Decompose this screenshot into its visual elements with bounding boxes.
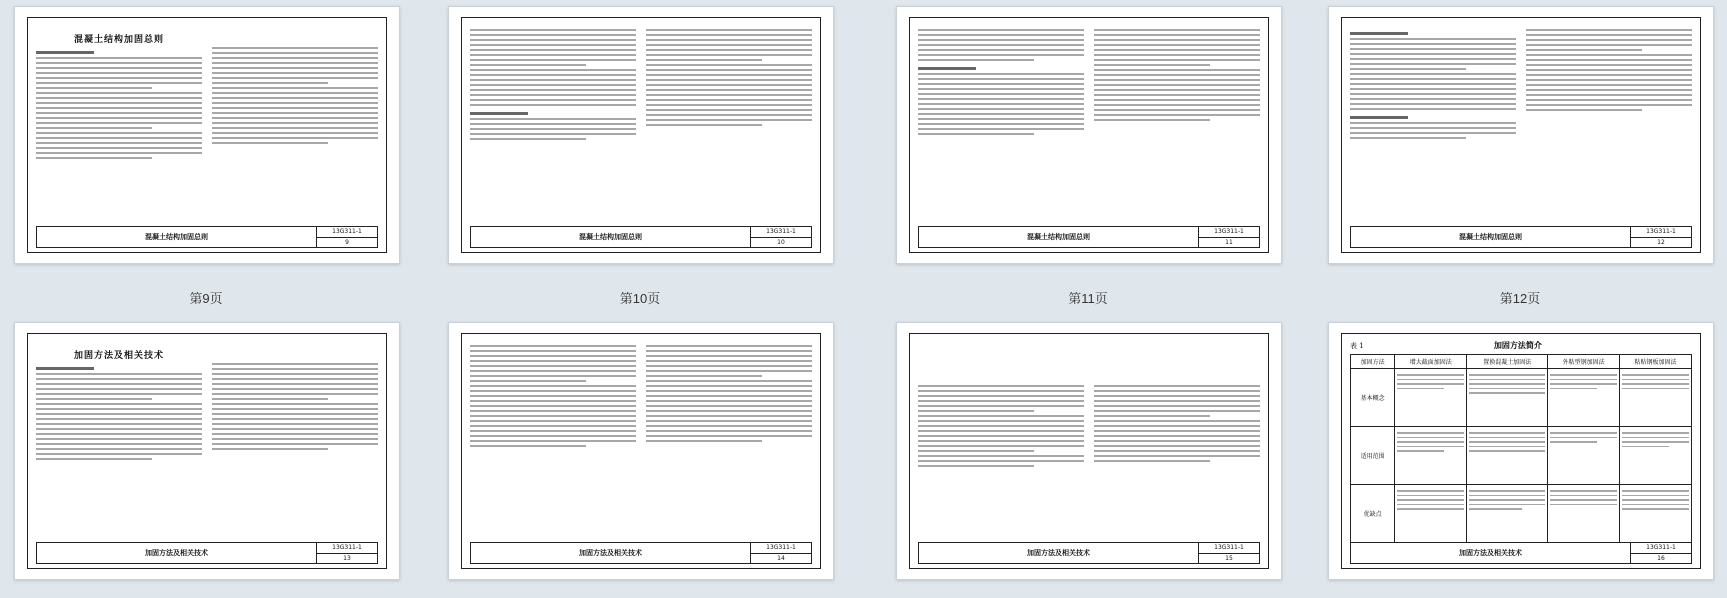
table-row-label: 适用范围 (1351, 427, 1395, 485)
table-row-label: 优缺点 (1351, 485, 1395, 543)
page-thumbnail-13[interactable] (14, 322, 400, 580)
table-caption: 表 1 (1350, 341, 1364, 350)
page-title-block: 混凝土结构加固总则 13G311-1 9 (36, 226, 378, 248)
page-frame (909, 17, 1269, 253)
page-title-block: 混凝土结构加固总则 13G311-1 10 (470, 226, 812, 248)
page-frame (1341, 333, 1701, 569)
page-frame (1341, 17, 1701, 253)
page-thumbnail-16[interactable] (1328, 322, 1714, 580)
page-title-block: 混凝土结构加固总则 13G311-1 11 (918, 226, 1260, 248)
methods-table (1350, 354, 1692, 543)
page-frame (461, 17, 821, 253)
page-thumbnail-14[interactable] (448, 322, 834, 580)
page-label: 第12页 (1499, 291, 1541, 306)
page-doc-title: 加固方法简介 (1493, 340, 1542, 350)
page-thumbnail-10[interactable] (448, 6, 834, 264)
page-thumbnail-9[interactable] (14, 6, 400, 264)
page-frame (461, 333, 821, 569)
page-doc-title: 加固方法及相关技术 (73, 351, 164, 361)
page-title-block: 加固方法及相关技术 13G311-1 16 (1350, 542, 1692, 564)
page-label: 第9页 (189, 291, 223, 306)
page-label: 第11页 (1068, 291, 1108, 306)
table-header: 外粘型钢加固法 (1548, 355, 1620, 369)
page-thumbnail-15[interactable] (896, 322, 1282, 580)
page-thumbnail-12[interactable] (1328, 6, 1714, 264)
page-frame (27, 333, 387, 569)
page-doc-title: 混凝土结构加固总则 (73, 35, 164, 45)
table-header: 增大截面加固法 (1395, 355, 1467, 369)
table-header: 粘贴钢板加固法 (1620, 355, 1692, 369)
page-title-block: 加固方法及相关技术 13G311-1 13 (36, 542, 378, 564)
table-row-label: 基本概念 (1351, 369, 1395, 427)
table-header: 加固方法 (1351, 355, 1395, 369)
page-thumbnail-11[interactable] (896, 6, 1282, 264)
page-frame (27, 17, 387, 253)
table-header: 置换混凝土加固法 (1467, 355, 1548, 369)
page-title-block: 加固方法及相关技术 13G311-1 15 (918, 542, 1260, 564)
page-label: 第10页 (619, 291, 661, 306)
page-frame (909, 333, 1269, 569)
page-title-block: 混凝土结构加固总则 13G311-1 12 (1350, 226, 1692, 248)
page-title-block: 加固方法及相关技术 13G311-1 14 (470, 542, 812, 564)
